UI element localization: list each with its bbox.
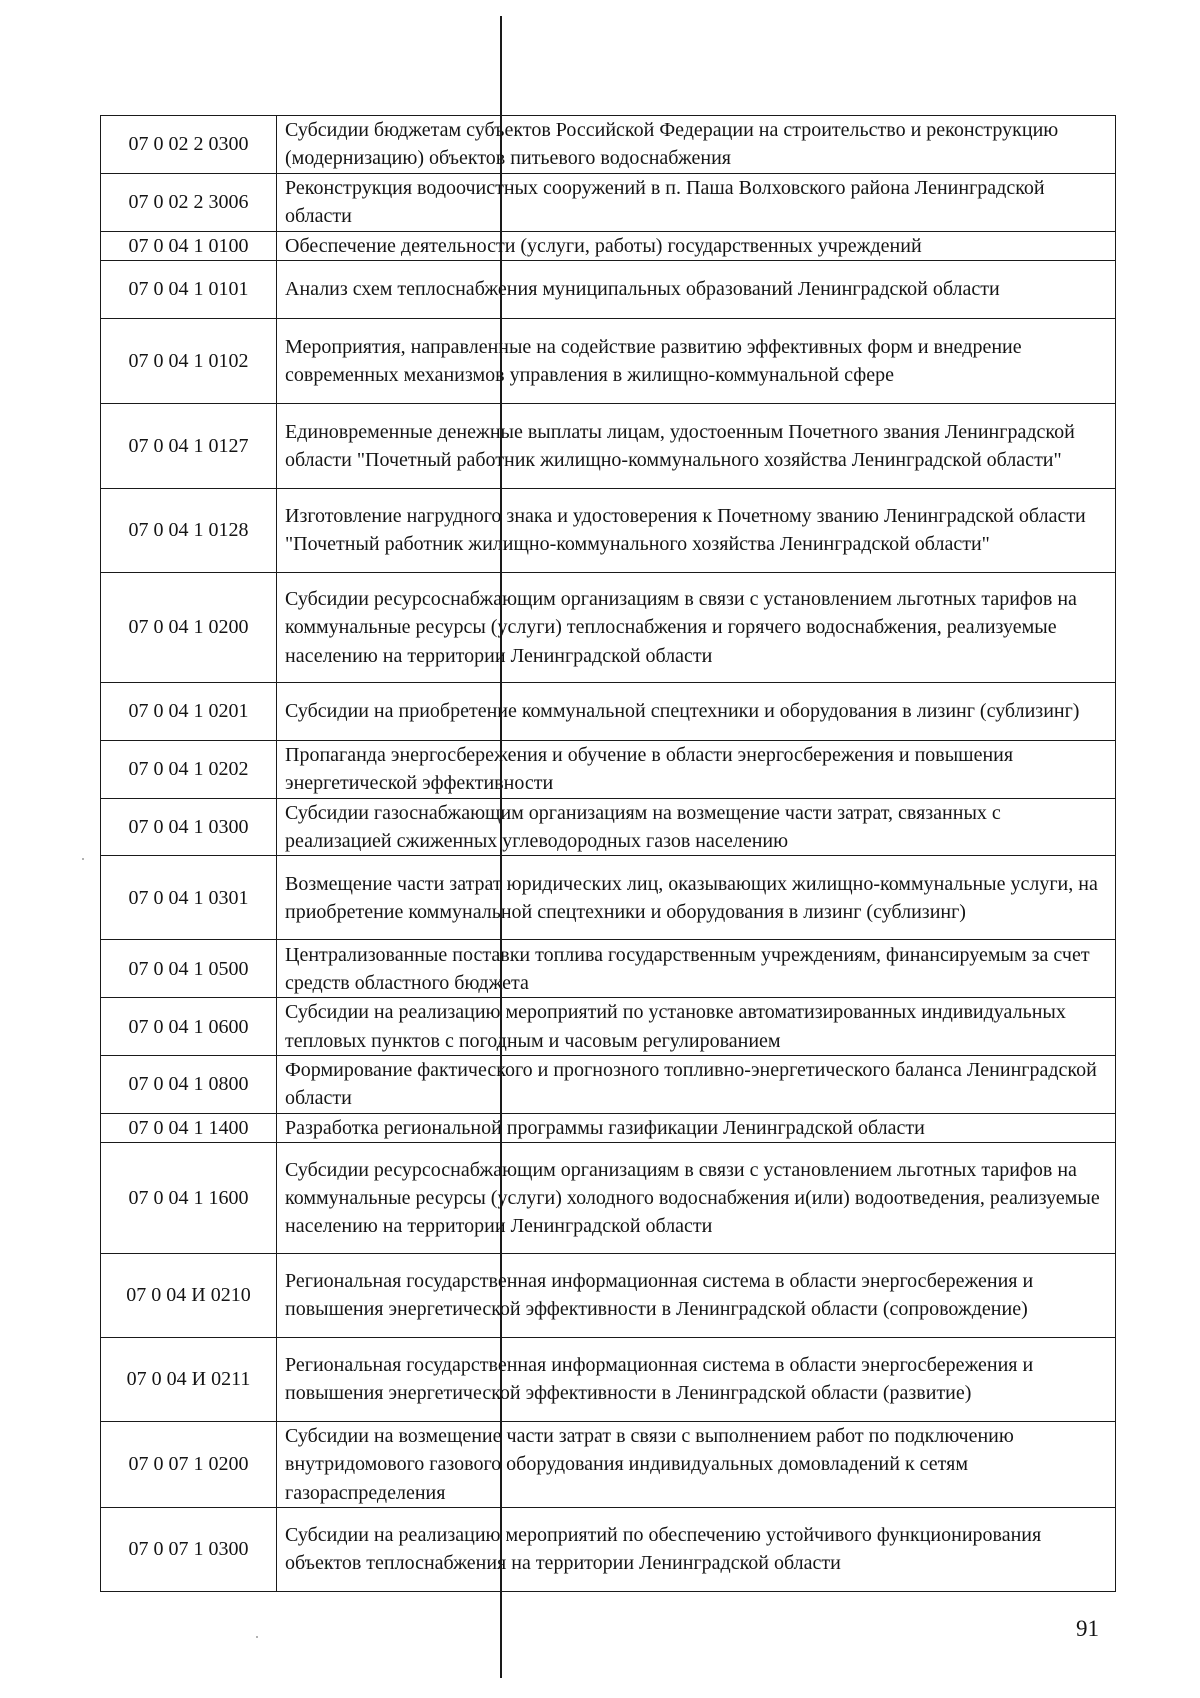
- budget-code-cell: 07 0 04 1 0102: [101, 318, 277, 403]
- table-row: [101, 856, 1116, 940]
- description-cell: Субсидии газоснабжающим организациям на возмещение части затрат, связанных с реализацией сжиженных углеводородных газов населению: [277, 798, 1116, 856]
- table-row: [101, 403, 1116, 488]
- table-row: [101, 740, 1116, 798]
- budget-code-table: [100, 115, 1116, 1592]
- scan-speck: [256, 1636, 258, 1638]
- description-cell: Формирование фактического и прогнозного топливно-энергетического баланса Ленинградской области: [277, 1056, 1116, 1114]
- description-cell: Возмещение части затрат юридических лиц, оказывающих жилищно-коммунальные услуги, на приобретение коммунальной спецтехники и оборудования в лизинг (сублизинг): [277, 856, 1116, 940]
- budget-code-cell: 07 0 04 1 0500: [101, 940, 277, 998]
- budget-code-cell: 07 0 04 1 1400: [101, 1113, 277, 1142]
- table-row: [101, 798, 1116, 856]
- description-cell: Изготовление нагрудного знака и удостоверения к Почетному званию Ленинградской области "Почетный работник жилищно-коммунального хозяйства Ленинградской области": [277, 488, 1116, 572]
- description-cell: Региональная государственная информационная система в области энергосбережения и повышения энергетической эффективности в Ленинградской области (развитие): [277, 1337, 1116, 1421]
- table-row: [101, 231, 1116, 260]
- table-row: [101, 572, 1116, 682]
- table-row: [101, 1337, 1116, 1421]
- table-row: [101, 1507, 1116, 1591]
- description-cell: Субсидии на реализацию мероприятий по обеспечению устойчивого функционирования объектов теплоснабжения на территории Ленинградской области: [277, 1507, 1116, 1591]
- description-cell: Субсидии на реализацию мероприятий по установке автоматизированных индивидуальных тепловых пунктов с погодным и часовым регулированием: [277, 998, 1116, 1056]
- description-cell: Реконструкция водоочистных сооружений в п. Паша Волховского района Ленинградской области: [277, 173, 1116, 231]
- budget-code-cell: 07 0 04 1 0800: [101, 1056, 277, 1114]
- description-cell: Централизованные поставки топлива государственным учреждениям, финансируемым за счет средств областного бюджета: [277, 940, 1116, 998]
- table-row: [101, 1253, 1116, 1337]
- description-cell: Разработка региональной программы газификации Ленинградской области: [277, 1113, 1116, 1142]
- description-cell: Субсидии на приобретение коммунальной спецтехники и оборудования в лизинг (сублизинг): [277, 682, 1116, 740]
- page-number: 91: [1076, 1616, 1099, 1641]
- table-row: [101, 998, 1116, 1056]
- table-row: [101, 488, 1116, 572]
- table-row: [101, 260, 1116, 318]
- scan-speck: [82, 858, 84, 860]
- description-cell: Обеспечение деятельности (услуги, работы) государственных учреждений: [277, 231, 1116, 260]
- budget-code-cell: 07 0 04 1 0100: [101, 231, 277, 260]
- table-row: [101, 173, 1116, 231]
- description-cell: Региональная государственная информационная система в области энергосбережения и повышения энергетической эффективности в Ленинградской области (сопровождение): [277, 1253, 1116, 1337]
- budget-code-cell: 07 0 04 1 0101: [101, 260, 277, 318]
- budget-code-cell: 07 0 04 1 1600: [101, 1142, 277, 1253]
- description-cell: Анализ схем теплоснабжения муниципальных образований Ленинградской области: [277, 260, 1116, 318]
- table-row: [101, 116, 1116, 174]
- budget-code-cell: 07 0 04 И 0211: [101, 1337, 277, 1421]
- budget-code-cell: 07 0 04 1 0128: [101, 488, 277, 572]
- budget-code-cell: 07 0 07 1 0300: [101, 1507, 277, 1591]
- budget-code-cell: 07 0 04 1 0201: [101, 682, 277, 740]
- table-row: [101, 1142, 1116, 1253]
- budget-code-cell: 07 0 04 1 0202: [101, 740, 277, 798]
- budget-code-cell: 07 0 04 1 0200: [101, 572, 277, 682]
- budget-code-cell: 07 0 02 2 0300: [101, 116, 277, 174]
- budget-code-cell: 07 0 04 И 0210: [101, 1253, 277, 1337]
- budget-code-cell: 07 0 07 1 0200: [101, 1421, 277, 1507]
- description-cell: Субсидии ресурсоснабжающим организациям в связи с установлением льготных тарифов на коммунальные ресурсы (услуги) холодного водоснабжения и(или) водоотведения, реализуемые населению на территории Ленинградской области: [277, 1142, 1116, 1253]
- table-row: [101, 1113, 1116, 1142]
- budget-code-cell: 07 0 04 1 0301: [101, 856, 277, 940]
- description-cell: Пропаганда энергосбережения и обучение в области энергосбережения и повышения энергетической эффективности: [277, 740, 1116, 798]
- table-row: [101, 682, 1116, 740]
- description-cell: Субсидии на возмещение части затрат в связи с выполнением работ по подключению внутридомового газового оборудования индивидуальных домовладений к сетям газораспределения: [277, 1421, 1116, 1507]
- description-cell: Единовременные денежные выплаты лицам, удостоенным Почетного звания Ленинградской области "Почетный работник жилищно-коммунального хозяйства Ленинградской области": [277, 403, 1116, 488]
- budget-code-cell: 07 0 04 1 0127: [101, 403, 277, 488]
- description-cell: Субсидии ресурсоснабжающим организациям в связи с установлением льготных тарифов на коммунальные ресурсы (услуги) теплоснабжения и горячего водоснабжения, реализуемые населению на территории Ленинградской области: [277, 572, 1116, 682]
- table-row: [101, 1056, 1116, 1114]
- table-body: [101, 116, 1116, 1592]
- table-row: [101, 1421, 1116, 1507]
- description-cell: Мероприятия, направленные на содействие развитию эффективных форм и внедрение современных механизмов управления в жилищно-коммунальной сфере: [277, 318, 1116, 403]
- table-row: [101, 318, 1116, 403]
- budget-code-cell: 07 0 02 2 3006: [101, 173, 277, 231]
- table-row: [101, 940, 1116, 998]
- description-cell: Субсидии бюджетам субъектов Российской Федерации на строительство и реконструкцию (модернизацию) объектов питьевого водоснабжения: [277, 116, 1116, 174]
- budget-code-cell: 07 0 04 1 0300: [101, 798, 277, 856]
- budget-code-cell: 07 0 04 1 0600: [101, 998, 277, 1056]
